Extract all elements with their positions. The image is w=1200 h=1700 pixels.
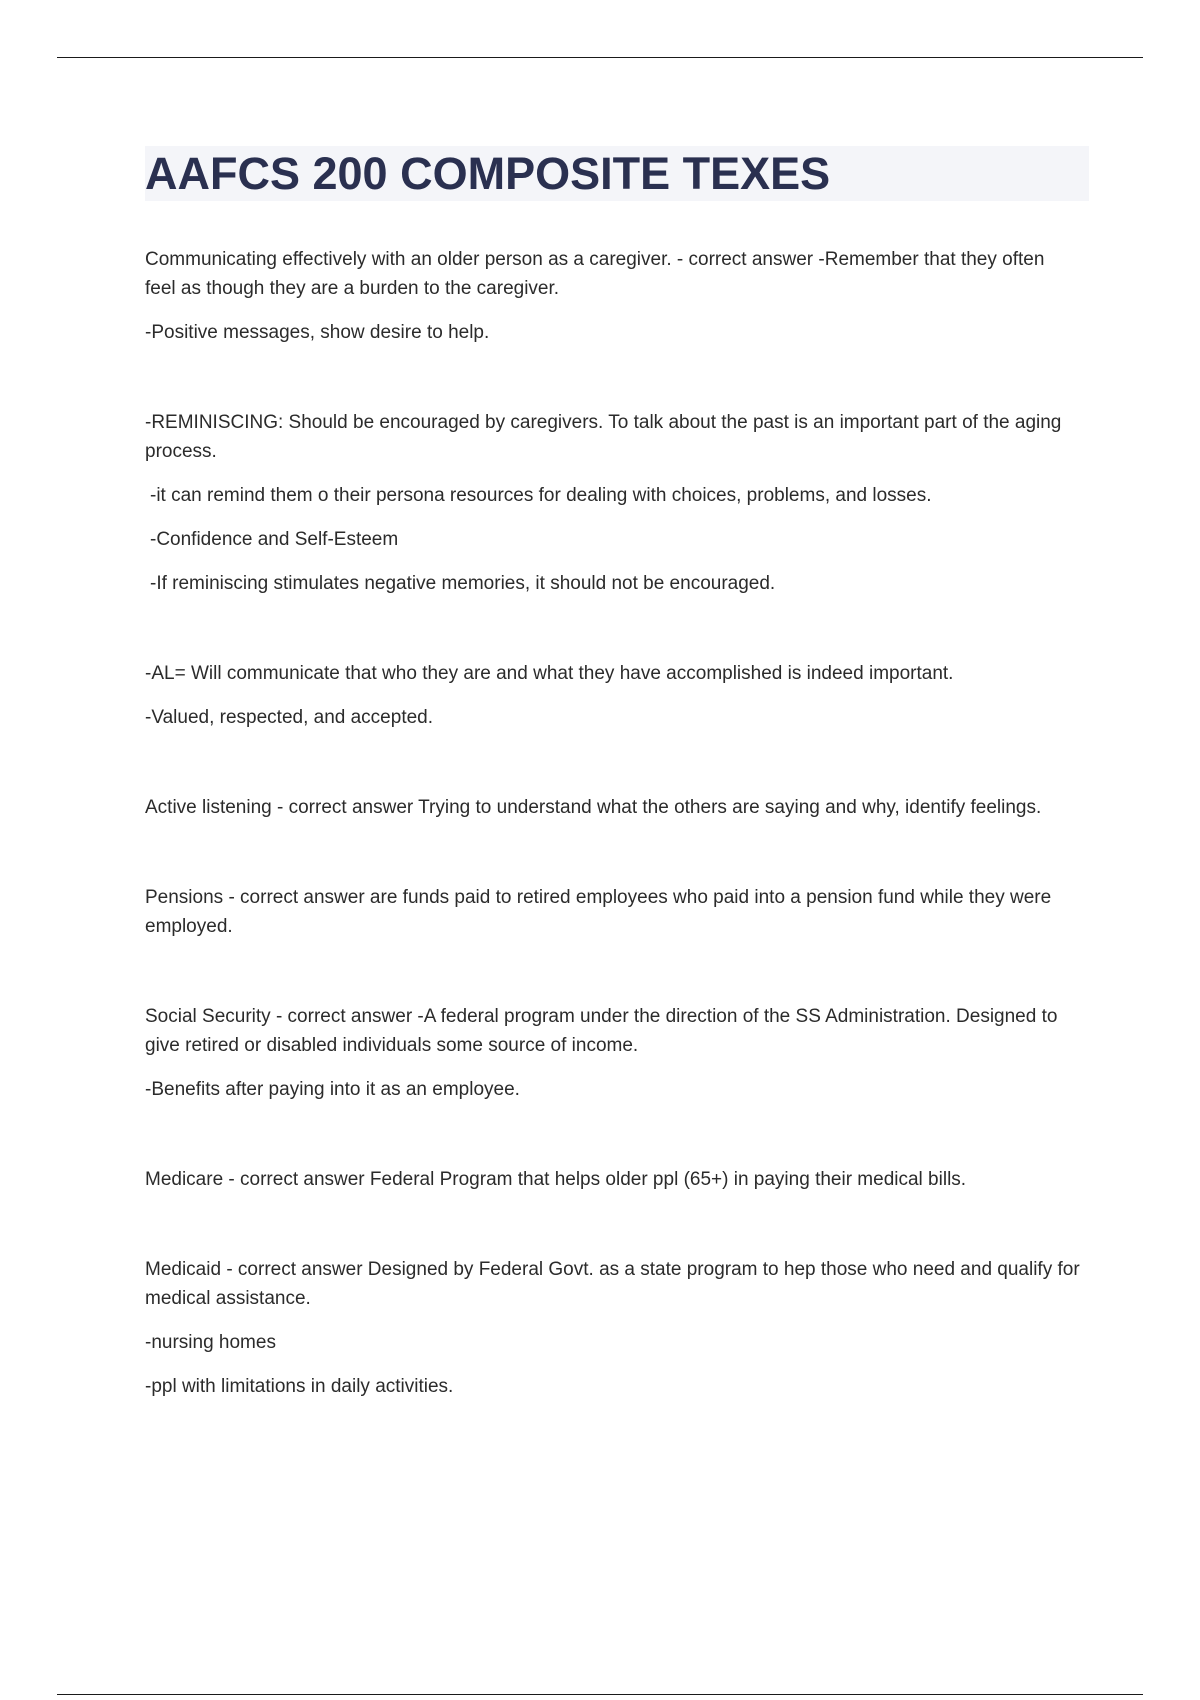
document-title: AAFCS 200 COMPOSITE TEXES bbox=[145, 148, 831, 199]
block-spacer bbox=[145, 362, 1080, 408]
qa-block bbox=[145, 1255, 1080, 1401]
qa-block bbox=[145, 793, 1080, 822]
paragraph: Communicating effectively with an older person as a caregiver. - correct answer -Remember that they often feel as though they are a burden to the caregiver. bbox=[145, 249, 1045, 299]
paragraph: -nursing homes bbox=[145, 1332, 276, 1353]
document-body bbox=[145, 245, 1080, 1416]
qa-block bbox=[145, 883, 1080, 941]
paragraph: -Valued, respected, and accepted. bbox=[145, 707, 434, 728]
block-spacer bbox=[145, 747, 1080, 793]
paragraph: -Confidence and Self-Esteem bbox=[150, 529, 399, 550]
paragraph: Pensions - correct answer are funds paid to retired employees who paid into a pension fund while they were employed. bbox=[145, 887, 1052, 937]
paragraph: -REMINISCING: Should be encouraged by caregivers. To talk about the past is an important part of the aging process. bbox=[145, 412, 1062, 462]
paragraph: -If reminiscing stimulates negative memories, it should not be encouraged. bbox=[150, 573, 776, 594]
qa-block bbox=[145, 1002, 1080, 1104]
block-spacer bbox=[145, 837, 1080, 883]
qa-block bbox=[145, 245, 1080, 347]
paragraph: -Benefits after paying into it as an employee. bbox=[145, 1079, 520, 1100]
paragraph: -it can remind them o their persona resources for dealing with choices, problems, and losses. bbox=[150, 485, 932, 506]
paragraph: -ppl with limitations in daily activities. bbox=[145, 1376, 454, 1397]
paragraph: Medicare - correct answer Federal Program that helps older ppl (65+) in paying their medical bills. bbox=[145, 1169, 967, 1190]
qa-block bbox=[145, 408, 1080, 598]
block-spacer bbox=[145, 956, 1080, 1002]
paragraph: Medicaid - correct answer Designed by Federal Govt. as a state program to hep those who need and qualify for medical assistance. bbox=[145, 1259, 1080, 1309]
paragraph: -Positive messages, show desire to help. bbox=[145, 322, 490, 343]
block-spacer bbox=[145, 613, 1080, 659]
top-rule bbox=[57, 57, 1143, 58]
paragraph: Active listening - correct answer Trying to understand what the others are saying and why, identify feelings. bbox=[145, 797, 1042, 818]
qa-block bbox=[145, 1165, 1080, 1194]
bottom-rule bbox=[57, 1694, 1143, 1695]
block-spacer bbox=[145, 1119, 1080, 1165]
qa-block bbox=[145, 659, 1080, 732]
block-spacer bbox=[145, 1209, 1080, 1255]
paragraph: Social Security - correct answer -A federal program under the direction of the SS Administration. Designed to give retired or disabled individuals some source of income. bbox=[145, 1006, 1058, 1056]
paragraph: -AL= Will communicate that who they are and what they have accomplished is indeed important. bbox=[145, 663, 954, 684]
